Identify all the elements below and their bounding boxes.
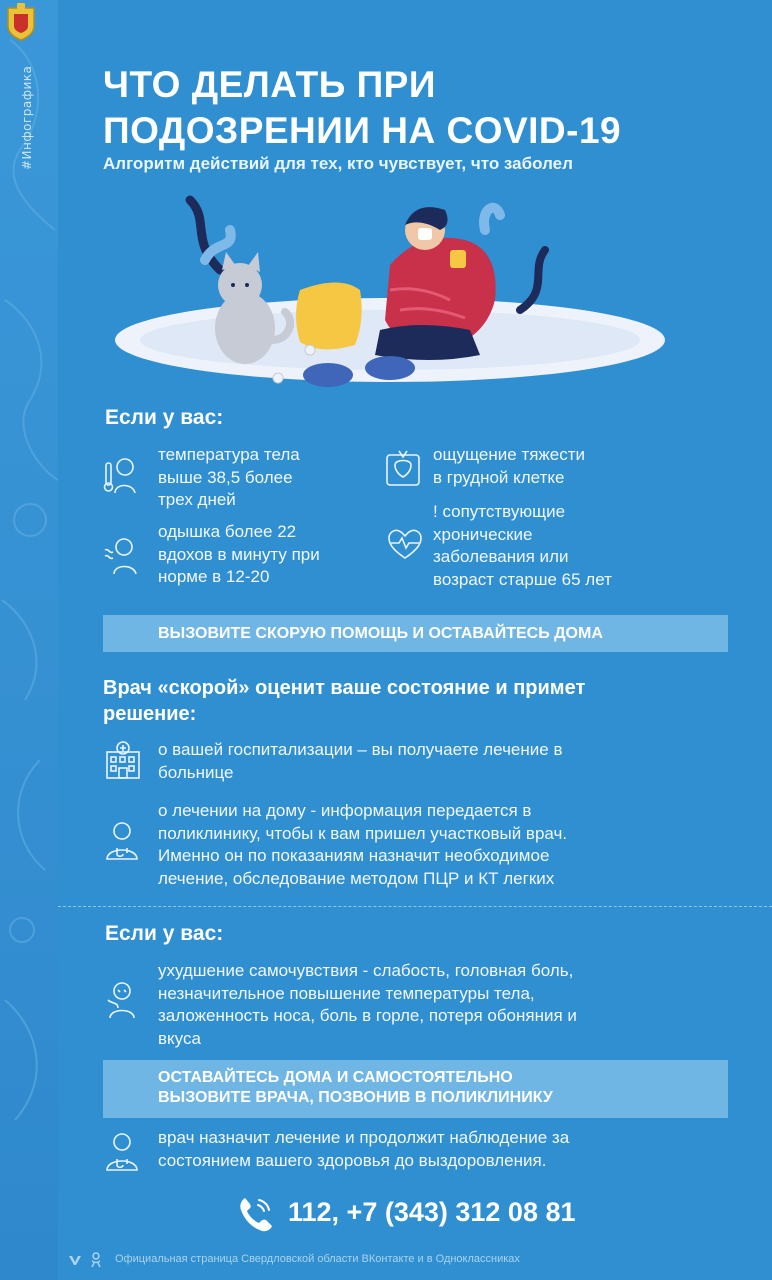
breathing-person-icon [104,536,140,576]
social-icons [68,1252,108,1268]
ornament-pattern [0,0,58,1280]
symptom-breathing: одышка более 22 вдохов в минуту при норме в 12-20 [158,522,320,586]
symptom-mild: ухудшение самочувствия - слабость, головная боль, незначительное повышение температуры тела, заложенность носа, боль в горле, потеря обоняния и вкуса [158,961,577,1048]
phone-row[interactable] [236,1194,576,1234]
symptom-chronic: ! сопутствующие хронические заболевания или возраст старше 65 лет [433,502,612,589]
section-divider [58,906,772,907]
heart-pulse-icon [387,528,423,560]
infographic-tag: #Инфографика [20,65,34,170]
page-subtitle: Алгоритм действий для тех, кто чувствует, что заболел [103,154,573,173]
hospital-icon [104,740,142,780]
coat-of-arms-icon [0,0,42,42]
sick-person-illustration [100,190,670,400]
section3-heading: Если у вас: [105,922,224,945]
doctor-icon [105,1132,139,1172]
thermometer-person-icon [103,455,139,495]
page-title: ЧТО ДЕЛАТЬ ПРИ ПОДОЗРЕНИИ НА COVID-19 [103,64,622,151]
doctor-icon [105,821,139,861]
symptom-chest: ощущение тяжести в грудной клетке [433,445,586,487]
phone-icon [236,1194,276,1234]
section1-heading: Если у вас: [105,406,224,429]
decision-hospitalization: о вашей госпитализации – вы получаете лечение в больнице [158,740,563,782]
pillow-figure [296,283,362,350]
vk-icon [69,1256,81,1265]
call-ambulance-banner: ВЫЗОВИТЕ СКОРУЮ ПОМОЩЬ И ОСТАВАЙТЕСЬ ДОМА [103,615,728,652]
odnoklassniki-icon [92,1253,100,1267]
chest-pain-icon [385,449,421,487]
doctor-observation-text: врач назначит лечение и продолжит наблюдение за состоянием вашего здоровья до выздоровления. [158,1128,570,1170]
phone-number[interactable]: 112, +7 (343) 312 08 81 [288,1197,576,1227]
symptom-temperature: температура тела выше 38,5 более трех дней [158,445,300,509]
footer-text: Официальная страница Свердловской области ВКонтакте и в Одноклассниках [115,1253,520,1265]
sick-person-icon [104,980,138,1020]
section2-heading: Врач «скорой» оценит ваше состояние и примет решение: [103,677,586,725]
side-strip [0,0,58,1280]
decision-home-treatment: о лечении на дому - информация передается в поликлинику, чтобы к вам пришел участковый врач. Именно он по показаниям назначит необходимое лечение, обследование методом ПЦР и КТ легких [158,801,568,888]
stay-home-banner: ОСТАВАЙТЕСЬ ДОМА И САМОСТОЯТЕЛЬНО ВЫЗОВИТЕ ВРАЧА, ПОЗВОНИВ В ПОЛИКЛИНИКУ [103,1060,728,1118]
